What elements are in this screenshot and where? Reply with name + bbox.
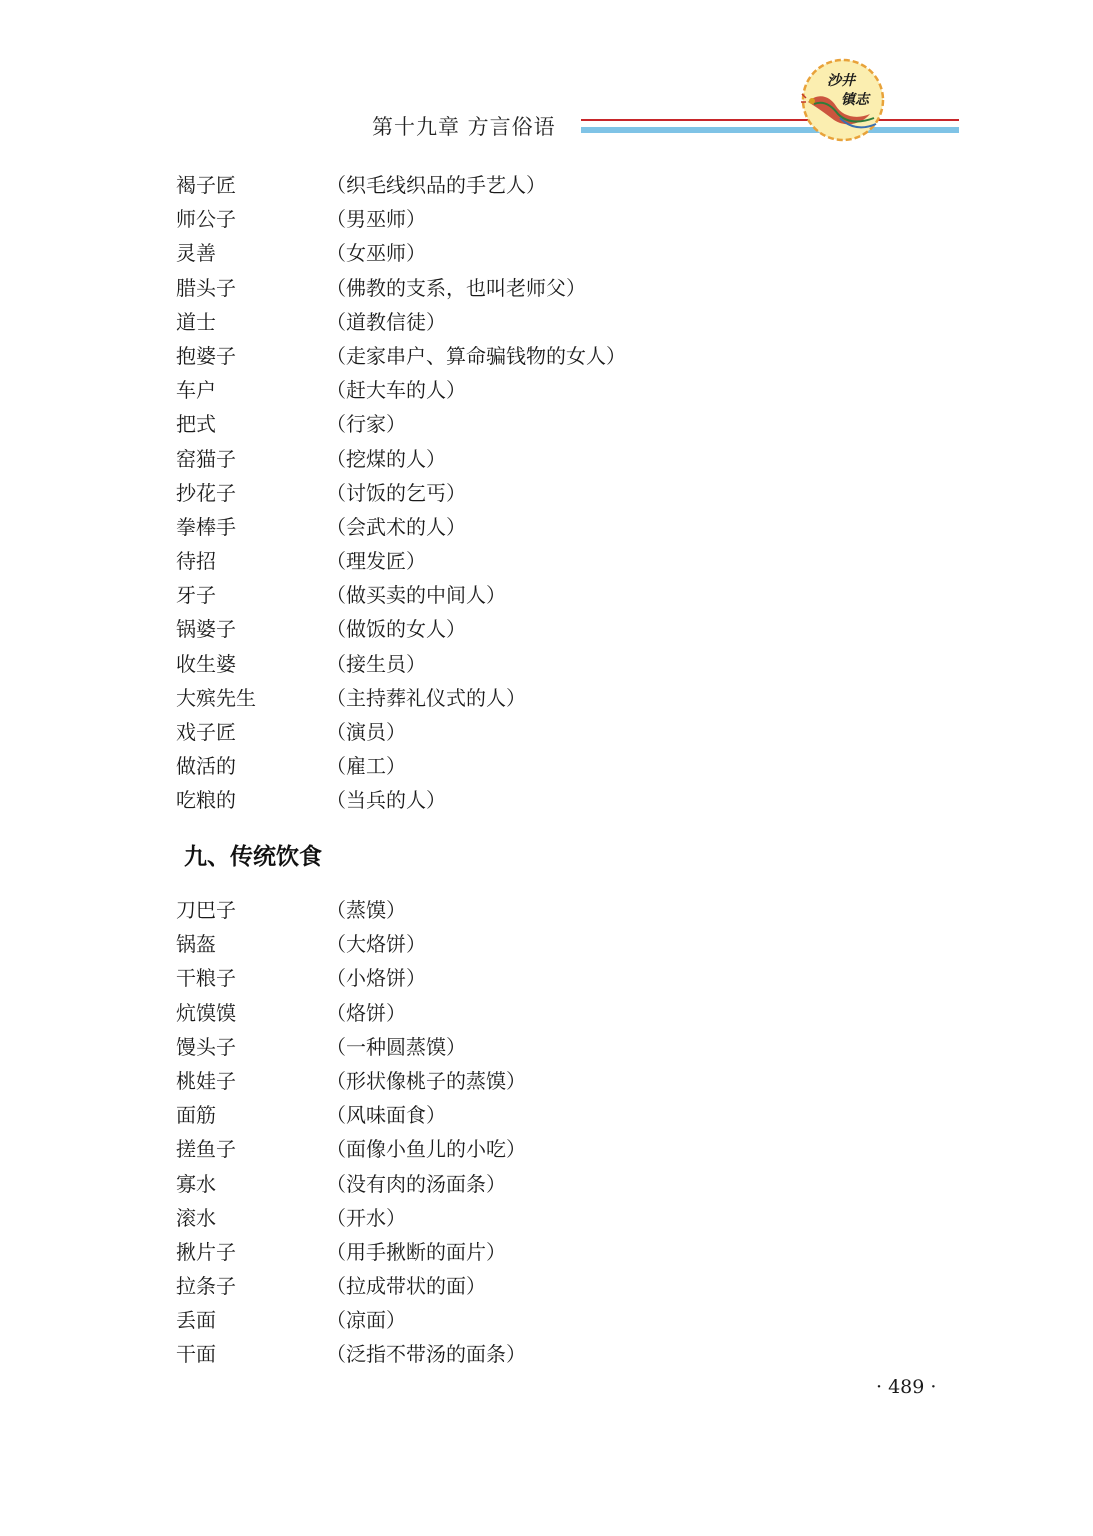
dialect-term: 锅盔	[176, 932, 216, 957]
term-meaning: （雇工）	[326, 754, 406, 779]
page-number: · 489 ·	[876, 1376, 937, 1398]
dialect-term: 腊头子	[176, 275, 236, 300]
dialect-term: 丢面	[176, 1308, 216, 1333]
dialect-term: 师公子	[176, 207, 236, 232]
dialect-term: 戏子匠	[176, 720, 236, 744]
dialect-term: 桃娃子	[176, 1068, 236, 1093]
dialect-term: 收生婆	[176, 651, 236, 676]
term-meaning: （蒸馍）	[326, 898, 406, 922]
seal-text-line2: 镇志	[841, 92, 869, 108]
dialect-term: 窑猫子	[176, 446, 236, 471]
dialect-term: 待招	[176, 549, 216, 574]
term-meaning: （小烙饼）	[326, 966, 426, 991]
term-meaning: （演员）	[326, 720, 406, 744]
dialect-term: 干面	[176, 1342, 216, 1367]
term-meaning: （讨饭的乞丐）	[326, 480, 466, 505]
town-gazetteer-seal-logo	[800, 58, 886, 142]
dialect-term: 褐子匠	[176, 173, 236, 197]
dialect-term: 抄花子	[176, 480, 236, 505]
dialect-term: 刀巴子	[176, 898, 236, 922]
dialect-term: 滚水	[176, 1205, 216, 1230]
dialect-term: 面筋	[176, 1103, 216, 1128]
term-meaning: （形状像桃子的蒸馍）	[326, 1068, 526, 1093]
dialect-term: 灵善	[176, 241, 216, 266]
term-meaning: （织毛线织品的手艺人）	[326, 173, 546, 197]
term-meaning: （道教信徒）	[326, 309, 446, 334]
dialect-term: 车户	[176, 378, 216, 403]
term-meaning: （会武术的人）	[326, 514, 466, 539]
term-meaning: （佛教的支系，也叫老师父）	[326, 275, 586, 300]
term-meaning: （一种圆蒸馍）	[326, 1034, 466, 1059]
dialect-term: 把式	[176, 412, 216, 437]
dialect-term: 做活的	[176, 754, 236, 779]
dialect-term: 吃粮的	[176, 788, 236, 813]
dialect-term: 牙子	[176, 583, 216, 608]
term-meaning: （赶大车的人）	[326, 378, 466, 403]
dialect-term: 拳棒手	[176, 514, 236, 539]
section-heading: 九、传统饮食	[184, 844, 322, 870]
term-meaning: （挖煤的人）	[326, 446, 446, 471]
dialect-term: 干粮子	[176, 966, 236, 991]
term-meaning: （做买卖的中间人）	[326, 583, 506, 608]
dialect-term: 锅婆子	[176, 617, 236, 642]
term-meaning: （接生员）	[326, 651, 426, 676]
dialect-term: 拉条子	[176, 1274, 236, 1299]
term-meaning: （用手揪断的面片）	[326, 1239, 506, 1264]
dialect-term: 揪片子	[176, 1239, 236, 1264]
dialect-term: 馒头子	[176, 1034, 236, 1059]
dialect-term: 炕馍馍	[176, 1000, 236, 1025]
term-meaning: （女巫师）	[326, 241, 426, 266]
dialect-term: 道士	[176, 309, 216, 334]
term-meaning: （做饭的女人）	[326, 617, 466, 642]
term-meaning: （烙饼）	[326, 1000, 406, 1025]
dialect-term: 寡水	[176, 1171, 216, 1196]
term-meaning: （理发匠）	[326, 549, 426, 574]
header-rule-blue	[581, 127, 959, 133]
term-meaning: （行家）	[326, 412, 406, 437]
term-meaning: （主持葬礼仪式的人）	[326, 685, 526, 710]
term-meaning: （走家串户、算命骗钱物的女人）	[326, 343, 626, 368]
term-meaning: （泛指不带汤的面条）	[326, 1342, 526, 1367]
term-meaning: （没有肉的汤面条）	[326, 1171, 506, 1196]
term-meaning: （风味面食）	[326, 1103, 446, 1128]
term-meaning: （凉面）	[326, 1308, 406, 1333]
term-meaning: （大烙饼）	[326, 932, 426, 957]
dialect-term: 搓鱼子	[176, 1137, 236, 1162]
term-meaning: （当兵的人）	[326, 788, 446, 813]
term-meaning: （男巫师）	[326, 207, 426, 232]
term-meaning: （面像小鱼儿的小吃）	[326, 1137, 526, 1162]
chapter-title: 第十九章 方言俗语	[372, 115, 556, 139]
header-rule-red	[581, 119, 959, 121]
term-meaning: （开水）	[326, 1205, 406, 1230]
dialect-term: 大殡先生	[176, 685, 256, 710]
term-meaning: （拉成带状的面）	[326, 1274, 486, 1299]
dialect-term: 抱婆子	[176, 343, 236, 368]
seal-text-line1: 沙井	[827, 73, 855, 89]
